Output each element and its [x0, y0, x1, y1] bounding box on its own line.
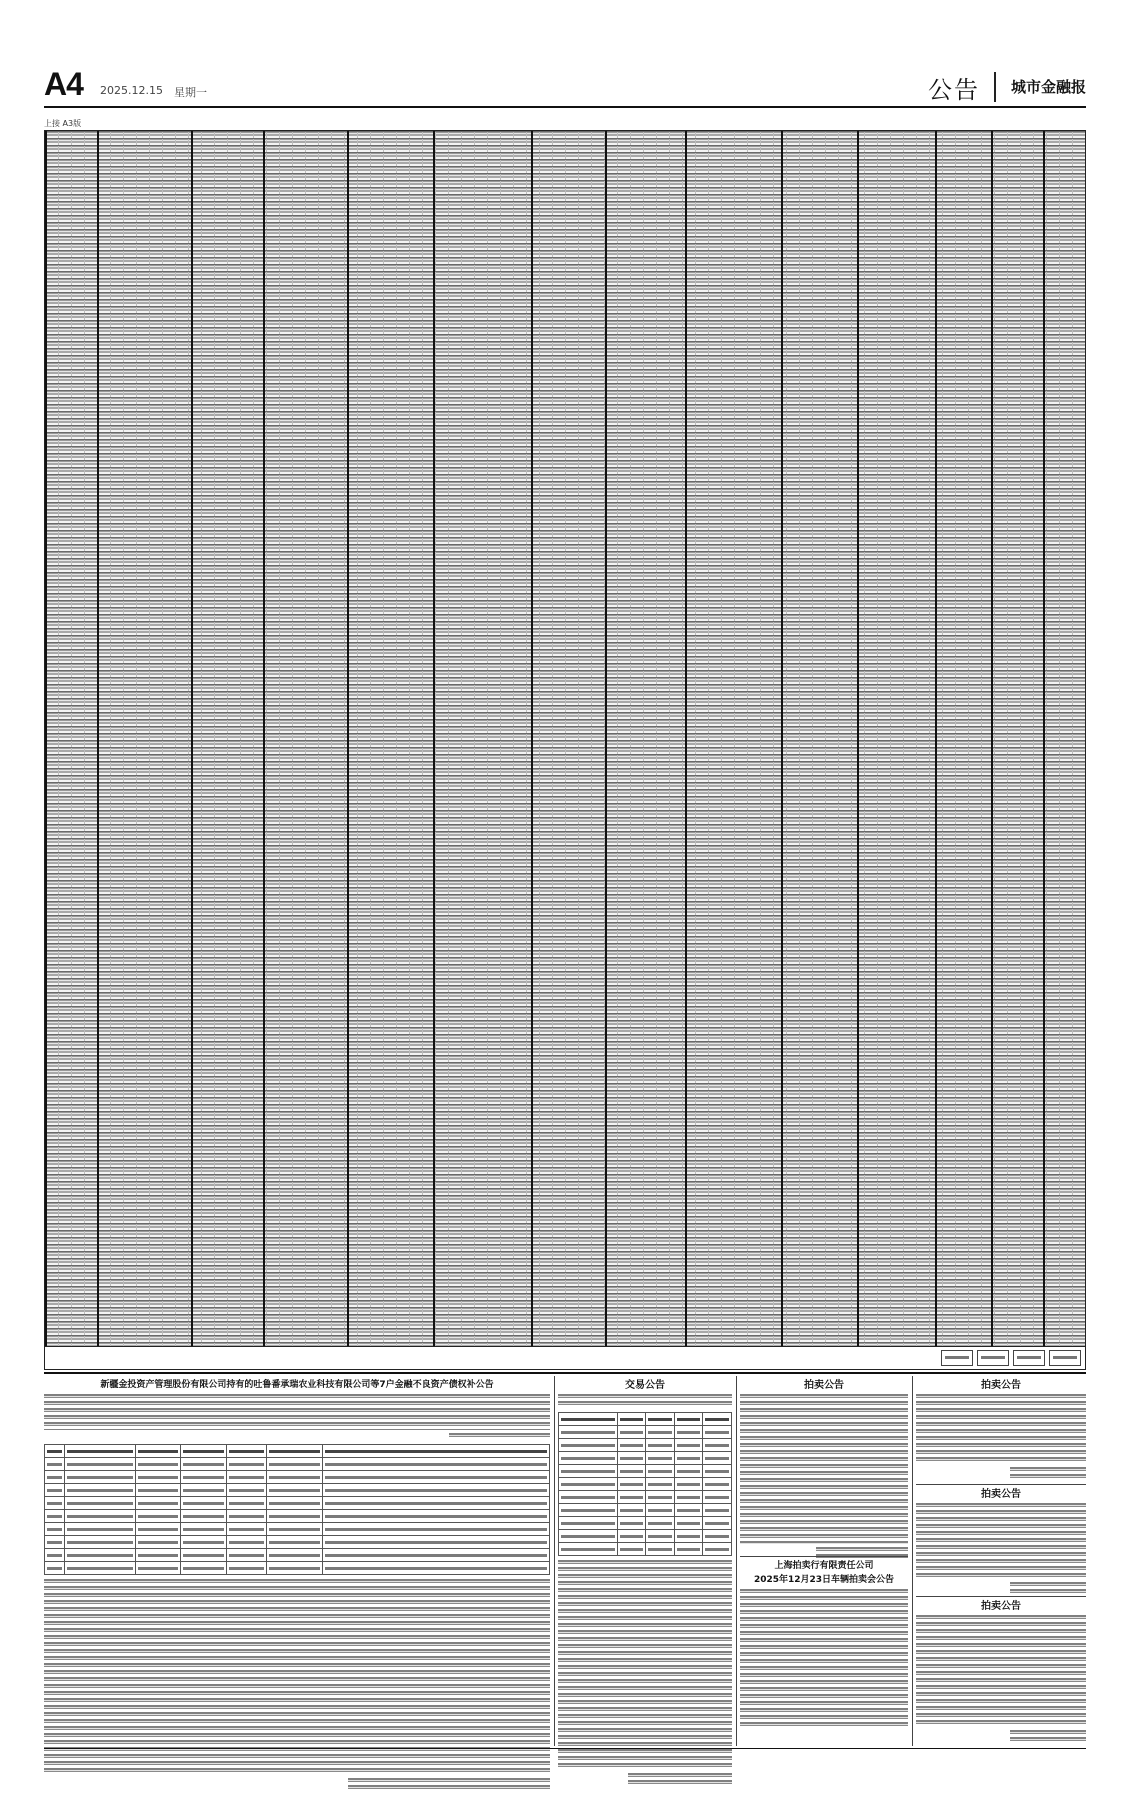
table-cell [1049, 1350, 1081, 1366]
table-column-rule [857, 131, 859, 1369]
debt-transfer-notice [44, 1376, 550, 1792]
trade-notice [558, 1376, 732, 1787]
table-column-rule [605, 131, 607, 1369]
table-row [559, 1478, 732, 1491]
notice-body-text [558, 1560, 732, 1770]
table-row [559, 1543, 732, 1556]
newspaper-name: 城市金融报 [1010, 78, 1086, 96]
debt-table [44, 1444, 550, 1575]
column-divider [912, 1376, 913, 1746]
table-row [45, 1562, 550, 1575]
table-footer-row [45, 1346, 1085, 1369]
table-row [559, 1530, 732, 1543]
auction-notice [916, 1596, 1086, 1744]
notice-body-text [44, 1579, 550, 1775]
table-column-rule [685, 131, 687, 1369]
section-title: 公告 [928, 76, 980, 104]
table-row [45, 1536, 550, 1549]
table-column-rule [531, 131, 533, 1369]
car-auction-notice [740, 1556, 908, 1729]
table-row [559, 1439, 732, 1452]
issue-date: 2025.12.15 [100, 84, 163, 97]
table-row [45, 1523, 550, 1536]
header-divider [994, 72, 996, 102]
table-row [45, 1549, 550, 1562]
notice-signature [628, 1773, 732, 1787]
table-column-rule [97, 131, 99, 1369]
table-column-rule [191, 131, 193, 1369]
notice-body-text [740, 1589, 908, 1729]
table-row [45, 1458, 550, 1471]
notice-body-text [558, 1394, 732, 1408]
table-header-row [559, 1413, 732, 1426]
table-cell [1013, 1350, 1045, 1366]
table-column-rule [1043, 131, 1045, 1369]
continuation-note: 上接 A3版 [44, 119, 82, 128]
notice-title: 拍卖公告 [981, 1601, 1021, 1612]
column-divider [736, 1376, 737, 1746]
notice-title: 2025年12月23日车辆拍卖会公告 [753, 1575, 895, 1585]
table-column-rule [935, 131, 937, 1369]
notice-signature [1010, 1730, 1087, 1744]
auction-notice [916, 1376, 1086, 1481]
table-column-rule [347, 131, 349, 1369]
notice-body-text [916, 1503, 1086, 1579]
auction-notice [740, 1376, 908, 1561]
notice-body-text [740, 1394, 908, 1544]
column-divider [554, 1376, 555, 1746]
footer-rule [44, 1748, 1086, 1749]
notice-body-text [916, 1394, 1086, 1464]
notice-title: 拍卖公告 [981, 1380, 1021, 1391]
notice-signature [1010, 1467, 1087, 1481]
notice-title: 拍卖公告 [804, 1380, 844, 1391]
notice-title: 新疆金投资产管理股份有限公司持有的吐鲁番承瑞农业科技有限公司等7户金融不良资产债权补公告 [100, 1380, 494, 1390]
notice-signature [348, 1778, 550, 1792]
notice-title: 拍卖公告 [981, 1489, 1021, 1500]
table-row [559, 1426, 732, 1439]
table-cell [977, 1350, 1009, 1366]
page-number: A4 [44, 66, 83, 102]
table-row [45, 1471, 550, 1484]
notice-signature [1010, 1582, 1087, 1596]
notice-body-text [44, 1394, 550, 1430]
table-column-rule [991, 131, 993, 1369]
table-row [559, 1452, 732, 1465]
section-rule [44, 1372, 1086, 1374]
table-column-rule [45, 131, 47, 1369]
table-cell [941, 1350, 973, 1366]
header-rule [44, 106, 1086, 108]
table-row [559, 1465, 732, 1478]
notice-title: 交易公告 [625, 1380, 665, 1391]
issue-weekday: 星期一 [174, 86, 207, 99]
page-header [44, 64, 1086, 106]
table-column-rule [433, 131, 435, 1369]
auction-notice [916, 1484, 1086, 1596]
table-row [45, 1484, 550, 1497]
asset-listing-table [44, 130, 1086, 1370]
table-row [559, 1491, 732, 1504]
table-row [45, 1497, 550, 1510]
table-row [559, 1504, 732, 1517]
table-column-rule [781, 131, 783, 1369]
table-header-row [45, 1445, 550, 1458]
auction-company: 上海拍卖行有限责任公司 [774, 1561, 874, 1571]
trade-table [558, 1412, 732, 1556]
notice-subtitle [449, 1433, 550, 1440]
table-row [559, 1517, 732, 1530]
table-column-rule [263, 131, 265, 1369]
notice-body-text [916, 1615, 1086, 1727]
table-row [45, 1510, 550, 1523]
